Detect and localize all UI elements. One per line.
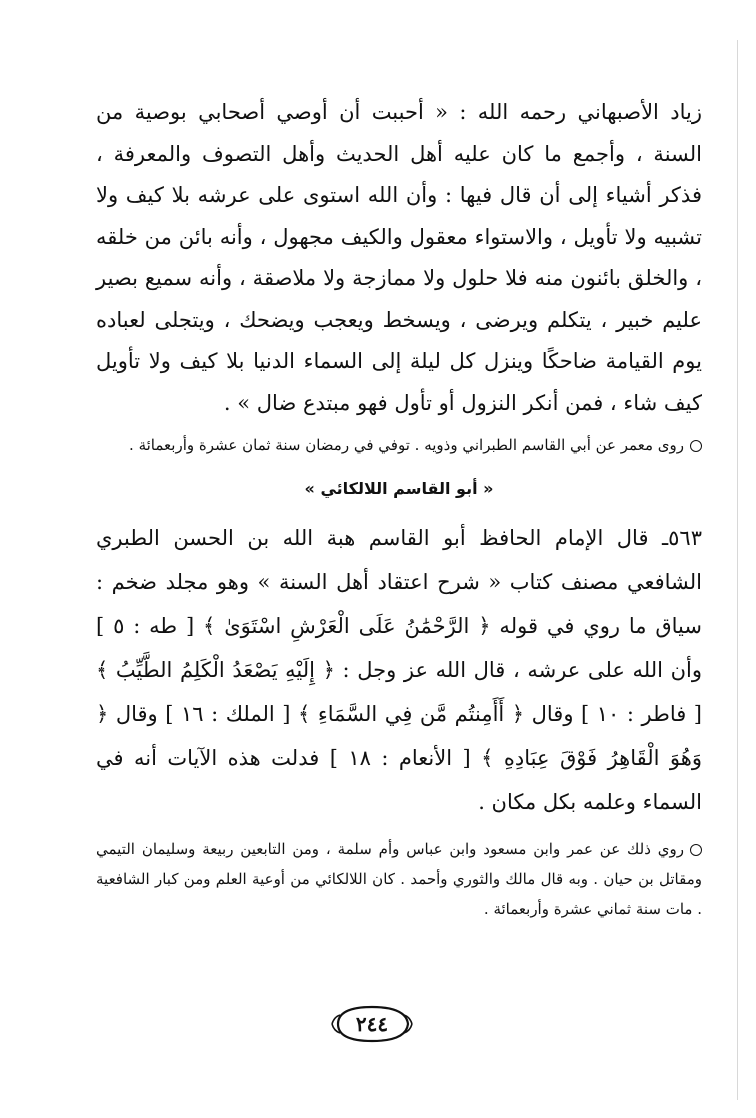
circle-bullet-icon (690, 844, 702, 856)
page-number-badge (328, 1003, 416, 1045)
paragraph-2: ٥٦٣ـ قال الإمام الحافظ أبو القاسم هبة الله بن الحسن الطبري الشافعي مصنف كتاب « شرح اعتقاد أهل السنة » وهو مجلد ضخم : سياق ما روي في قوله ﴿ الرَّحْمَٰنُ عَلَى الْعَرْشِ اسْتَوَىٰ ﴾ [ طه : ٥ ] وأن الله على عرشه ، قال الله عز وجل : ﴿ إِلَيْهِ يَصْعَدُ الْكَلِمُ الطَّيِّبُ ﴾ [ فاطر : ١٠ ] وقال ﴿ أَأَمِنتُم مَّن فِي السَّمَاءِ ﴾ [ الملك : ١٦ ] وقال ﴿ وَهُوَ الْقَاهِرُ فَوْقَ عِبَادِهِ ﴾ [ الأنعام : ١٨ ] فدلت هذه الآيات أنه في السماء وعلمه بكل مكان . (96, 526, 702, 814)
document-body (96, 92, 702, 1052)
footnote-1 (96, 430, 702, 460)
footnote-2 (96, 834, 702, 924)
footnote-2-text: روي ذلك عن عمر وابن مسعود وابن عباس وأم سلمة ، ومن التابعين ربيعة وسليمان التيمي ومقاتل بن حيان . وبه قال مالك والثوري وأحمد . كان اللالكائي من أوعية العلم ومن كبار الشافعية . مات سنة ثماني عشرة وأربعمائة . (96, 840, 702, 918)
section-heading: « أبو القاسم اللالكائي » (304, 479, 494, 498)
footnote-1-text: روى معمر عن أبي القاسم الطبراني وذويه . توفي في رمضان سنة ثمان عشرة وأربعمائة . (129, 436, 684, 454)
page-edge-line (737, 40, 738, 1100)
circle-bullet-icon (690, 440, 702, 452)
page-number: ٢٤٤ (355, 1012, 389, 1036)
paragraph-1: زياد الأصبهاني رحمه الله : « أحببت أن أوصي أصحابي بوصية من السنة ، وأجمع ما كان عليه أهل الحديث وأهل التصوف والمعرفة ، فذكر أشياء إلى أن قال فيها : وأن الله استوى على عرشه بلا كيف ولا تشبيه ولا تأويل ، والاستواء معقول والكيف مجهول ، وأنه بائن من خلقه ، والخلق بائنون منه فلا حلول ولا ممازجة ولا ملاصقة ، وأنه سميع بصير عليم خبير ، يتكلم ويرضى ، ويسخط ويعجب ويضحك ، ويتجلى لعباده يوم القيامة ضاحكًا وينزل كل ليلة إلى السماء الدنيا بلا كيف ولا تأويل كيف شاء ، فمن أنكر النزول أو تأول فهو مبتدع ضال » . (96, 100, 702, 415)
